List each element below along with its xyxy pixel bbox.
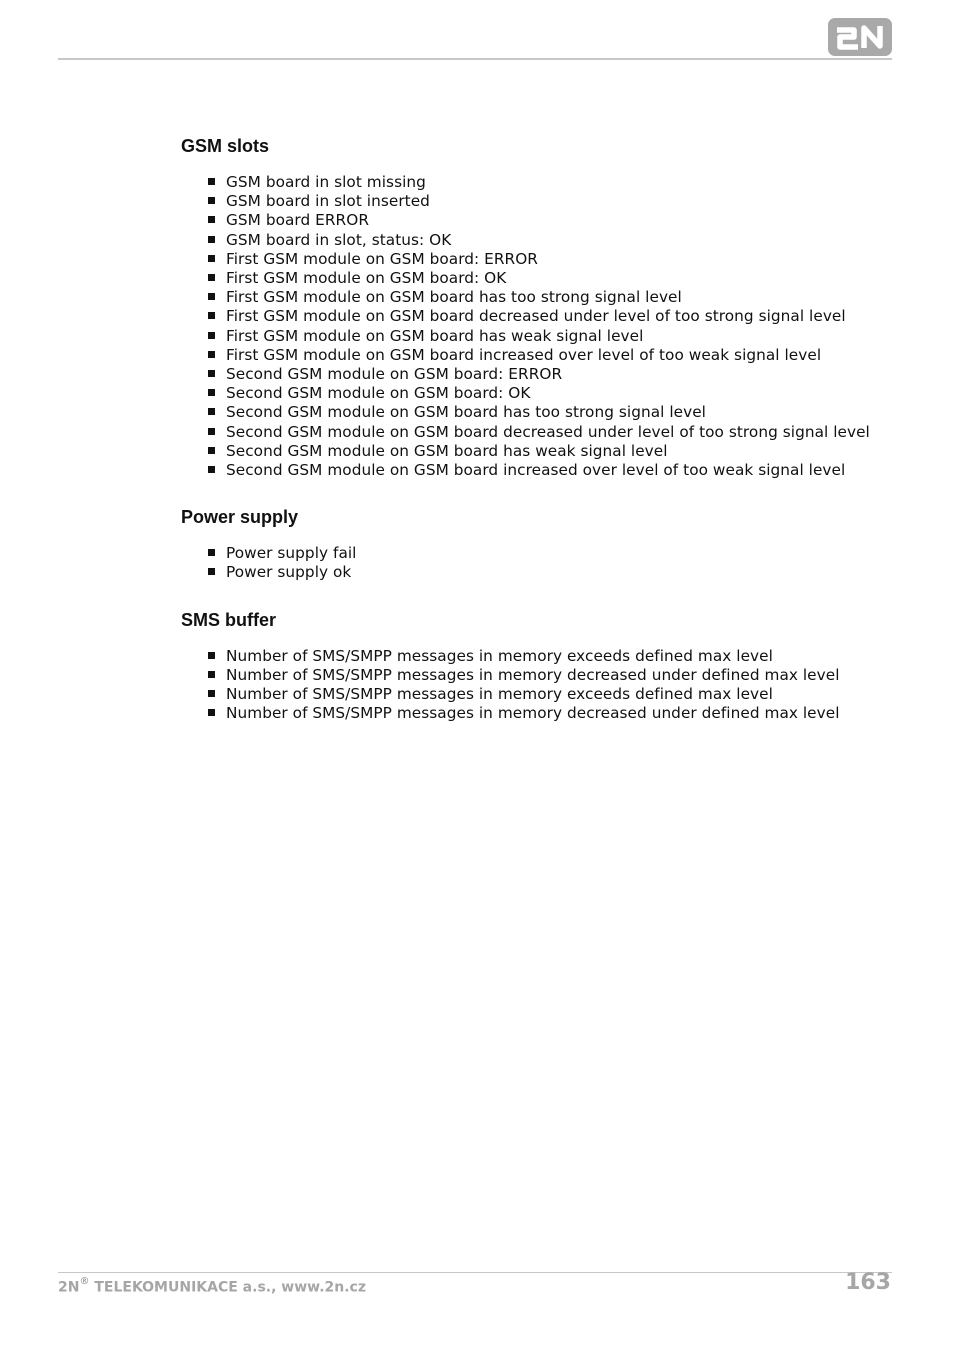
list-item: First GSM module on GSM board has weak signal level xyxy=(226,327,889,346)
list-item: Second GSM module on GSM board: OK xyxy=(226,384,889,403)
footer-divider xyxy=(58,1272,892,1273)
section-heading: SMS buffer xyxy=(181,609,277,630)
list-item: First GSM module on GSM board: ERROR xyxy=(226,250,889,269)
section-heading: GSM slots xyxy=(181,136,270,156)
page-number: 163 xyxy=(845,1270,891,1295)
list-item: First GSM module on GSM board increased over level of too weak signal level xyxy=(226,346,889,365)
registered-mark: ® xyxy=(79,1276,90,1287)
section-heading: Power supply xyxy=(181,507,299,528)
list-item: First GSM module on GSM board decreased under level of too strong signal level xyxy=(226,307,889,326)
list-item: Second GSM module on GSM board has weak signal level xyxy=(226,442,889,461)
bullet-list xyxy=(181,173,889,480)
section-power-supply xyxy=(181,506,889,582)
list-item: Second GSM module on GSM board has too strong signal level xyxy=(226,403,889,422)
bullet-list xyxy=(181,544,889,582)
list-item: Power supply ok xyxy=(226,563,889,582)
list-item: Number of SMS/SMPP messages in memory exceeds defined max level xyxy=(226,685,889,704)
list-item: Power supply fail xyxy=(226,544,889,563)
section-sms-buffer xyxy=(181,609,889,724)
list-item: Number of SMS/SMPP messages in memory decreased under defined max level xyxy=(226,666,889,685)
list-item: Second GSM module on GSM board increased over level of too weak signal level xyxy=(226,461,889,480)
list-item: GSM board in slot missing xyxy=(226,173,889,192)
list-item: GSM board in slot inserted xyxy=(226,192,889,211)
section-gsm-slots xyxy=(181,135,889,480)
footer-brand: 2N xyxy=(58,1279,80,1296)
list-item: Number of SMS/SMPP messages in memory decreased under defined max level xyxy=(226,704,889,723)
footer-company xyxy=(58,1278,366,1296)
list-item: GSM board ERROR xyxy=(226,211,889,230)
list-item: Second GSM module on GSM board decreased under level of too strong signal level xyxy=(226,423,889,442)
bullet-list xyxy=(181,647,889,724)
header-divider xyxy=(58,58,892,60)
logo-2n-icon xyxy=(828,18,892,56)
list-item: GSM board in slot, status: OK xyxy=(226,231,889,250)
list-item: Second GSM module on GSM board: ERROR xyxy=(226,365,889,384)
list-item: First GSM module on GSM board has too strong signal level xyxy=(226,288,889,307)
footer-company-text: TELEKOMUNIKACE a.s., www.2n.cz xyxy=(89,1279,366,1296)
list-item: Number of SMS/SMPP messages in memory exceeds defined max level xyxy=(226,647,889,666)
main-content xyxy=(181,135,889,749)
brand-logo xyxy=(828,18,892,56)
list-item: First GSM module on GSM board: OK xyxy=(226,269,889,288)
